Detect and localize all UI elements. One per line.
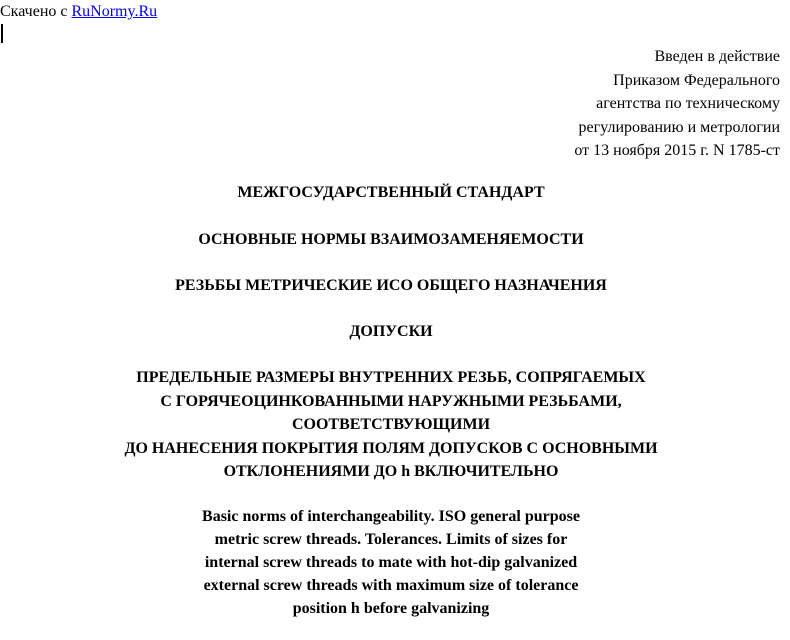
enactment-line: от 13 ноября 2015 г. N 1785-ст	[574, 142, 780, 159]
english-title-line: metric screw threads. Tolerances. Limits of sizes for	[214, 531, 568, 548]
limits-heading-line: ПРЕДЕЛЬНЫЕ РАЗМЕРЫ ВНУТРЕННИХ РЕЗЬБ, СОПРЯГАЕМЫХ	[136, 369, 646, 386]
tolerances-heading: ДОПУСКИ	[349, 323, 433, 340]
threads-heading: РЕЗЬБЫ МЕТРИЧЕСКИЕ ИСО ОБЩЕГО НАЗНАЧЕНИЯ	[175, 277, 607, 294]
limits-heading-line: ОТКЛОНЕНИЯМИ ДО h ВКЛЮЧИТЕЛЬНО	[223, 463, 559, 480]
source-prefix: Скачено с	[0, 3, 72, 20]
enactment-line: Введен в действие	[654, 48, 780, 65]
enactment-line: регулированию и метрологии	[578, 118, 780, 136]
norms-heading: ОСНОВНЫЕ НОРМЫ ВЗАИМОЗАМЕНЯЕМОСТИ	[198, 231, 584, 248]
source-line	[0, 2, 157, 22]
limits-heading-line: СООТВЕТСТВУЮЩИМИ	[291, 416, 491, 433]
limits-heading-line: С ГОРЯЧЕОЦИНКОВАННЫМИ НАРУЖНЫМИ РЕЗЬБАМИ,	[160, 392, 622, 410]
english-title-line: internal screw threads to mate with hot-dip galvanized	[204, 554, 578, 571]
enactment-line: агентства по техническому	[596, 95, 780, 112]
limits-heading	[0, 366, 782, 484]
english-title-line: position h before galvanizing	[292, 600, 490, 617]
english-title-line: external screw threads with maximum size of tolerance	[203, 577, 579, 594]
enactment-line: Приказом Федерального	[613, 71, 780, 89]
english-title-line: Basic norms of interchangeability. ISO general purpose	[202, 508, 580, 525]
standard-type-heading: МЕЖГОСУДАРСТВЕННЫЙ СТАНДАРТ	[237, 184, 545, 201]
english-title	[0, 505, 782, 620]
enactment-note	[574, 45, 780, 163]
source-link[interactable]: RuNormy.Ru	[71, 3, 158, 20]
text-cursor	[1, 24, 3, 43]
limits-heading-line: ДО НАНЕСЕНИЯ ПОКРЫТИЯ ПОЛЯМ ДОПУСКОВ С ОСНОВНЫМИ	[124, 439, 658, 457]
